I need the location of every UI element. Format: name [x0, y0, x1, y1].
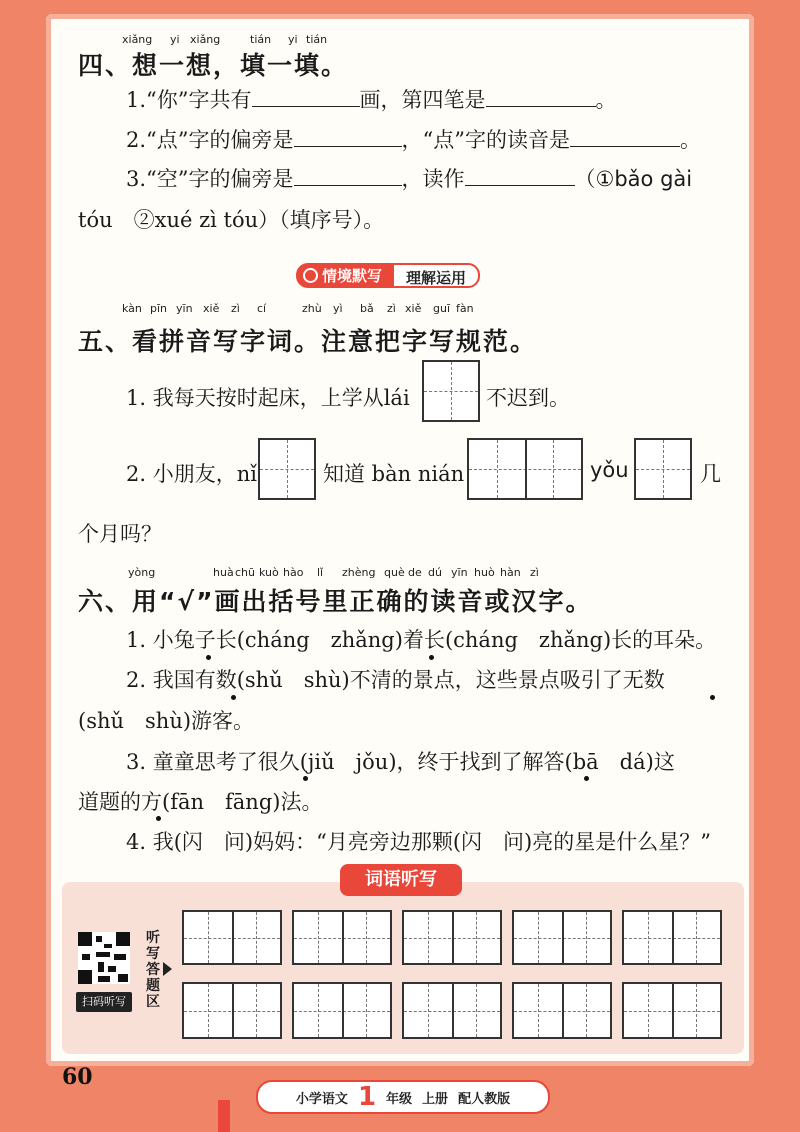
emphasis-dot	[231, 695, 236, 700]
emphasis-dot	[584, 776, 589, 781]
q4-3-text-b: ，读作	[401, 167, 465, 191]
q6-3-b: 道题的方(fān fāng)法。	[78, 790, 323, 814]
pinyin-zi2: zì	[387, 302, 396, 315]
page-number: 60	[62, 1064, 93, 1090]
q5-2-text-c: yǒu	[590, 458, 629, 482]
q4-2-text-c: 。	[680, 128, 701, 152]
pinyin-gui: guī	[433, 302, 451, 315]
book-footer	[256, 1080, 550, 1114]
dictation-box[interactable]	[622, 982, 722, 1039]
emphasis-dot	[206, 655, 211, 660]
q4-3	[126, 163, 692, 193]
pinyin-yi2: yi	[288, 33, 298, 46]
emphasis-dot	[710, 695, 715, 700]
dictation-box[interactable]	[402, 910, 502, 965]
pinyin-huo: huò	[474, 566, 495, 579]
q5-2-text-b: 知道 bàn nián	[323, 462, 465, 486]
dictation-box[interactable]	[512, 982, 612, 1039]
dictation-title: 词语听写	[340, 864, 462, 896]
pinyin-xiang1: xiǎng	[122, 33, 153, 46]
pinyin-pin: pīn	[150, 302, 168, 315]
q5-2-text-a: 2. 小朋友，nǐ	[126, 462, 257, 486]
pinyin-yi1: yi	[170, 33, 180, 46]
pinyin-yin: yīn	[176, 302, 193, 315]
q4-2-blank-pronunciation[interactable]	[570, 128, 680, 147]
dictation-box[interactable]	[512, 910, 612, 965]
q4-2-text-a: 2.“点”字的偏旁是	[126, 128, 294, 152]
banner-right: 理解运用	[392, 263, 480, 288]
pinyin-chu: chū	[235, 566, 255, 579]
q4-3-text-c: （①bǎo gài	[574, 167, 693, 191]
medal-icon	[303, 268, 318, 283]
q5-2-writing-box-bannian[interactable]	[467, 438, 583, 500]
pinyin-de: de	[408, 566, 422, 579]
q4-3-text-a: 3.“空”字的偏旁是	[126, 167, 294, 191]
dictation-box[interactable]	[182, 910, 282, 965]
pinyin-du: dú	[428, 566, 442, 579]
q6-1: 1. 小兔子长(cháng zhǎng)着长(cháng zhǎng)长的耳朵。	[126, 628, 717, 652]
pinyin-que: què	[384, 566, 405, 579]
q5-1-text-a: 1. 我每天按时起床，上学从lái	[126, 386, 410, 410]
emphasis-dot	[303, 776, 308, 781]
pinyin-fan: fàn	[456, 302, 474, 315]
pinyin-xie: xiě	[203, 302, 220, 315]
q5-2-text-d: 几	[700, 462, 721, 486]
dictation-box[interactable]	[402, 982, 502, 1039]
q4-2	[126, 124, 701, 154]
q5-1-text-b: 不迟到。	[486, 386, 570, 410]
arrow-right-icon	[163, 962, 172, 976]
section4-title: 四、想一想，填一填。	[78, 51, 349, 80]
pinyin-hao: hào	[283, 566, 304, 579]
pinyin-zheng: zhèng	[342, 566, 376, 579]
answer-area-char: 区	[146, 994, 160, 1010]
q5-2-writing-box-ni[interactable]	[258, 438, 316, 500]
q6-2-a: 2. 我国有数(shǔ shù)不清的景点，这些景点吸引了无数	[126, 668, 665, 692]
pinyin-hua: huà	[213, 566, 234, 579]
pinyin-li: lǐ	[317, 566, 324, 579]
pinyin-yin2: yīn	[451, 566, 468, 579]
pinyin-xiang2: xiǎng	[190, 33, 221, 46]
footer-grade-number: 1	[357, 1082, 377, 1112]
pinyin-ci: cí	[257, 302, 267, 315]
pinyin-tian2: tián	[306, 33, 328, 46]
q4-1-text-a: 1.“你”字共有	[126, 88, 252, 112]
q4-2-blank-radical[interactable]	[294, 128, 402, 147]
q6-4: 4. 我(闪 问)妈妈：“月亮旁边那颗(闪 问)亮的星是什么星？”	[126, 830, 711, 854]
footer-volume: 上册	[422, 1091, 449, 1107]
answer-area-label	[143, 930, 163, 1010]
answer-area-char: 题	[146, 978, 160, 994]
pinyin-zi3: zì	[530, 566, 539, 579]
pinyin-zi: zì	[231, 302, 240, 315]
qr-code-icon	[78, 932, 130, 984]
answer-area-char: 听	[146, 930, 160, 946]
answer-area-char: 答	[146, 962, 160, 978]
answer-area-char: 写	[146, 946, 160, 962]
section5-title: 五、看拼音写字词。注意把字写规范。	[78, 327, 538, 356]
pinyin-tian1: tián	[250, 33, 272, 46]
section6-title: 六、用“√”画出括号里正确的读音或汉字。	[78, 587, 593, 616]
dictation-box[interactable]	[292, 910, 392, 965]
dictation-box[interactable]	[292, 982, 392, 1039]
q4-1-text-c: 。	[595, 88, 617, 112]
banner-left	[296, 263, 392, 288]
q5-1-writing-box[interactable]	[422, 360, 480, 422]
banner-left-label: 情境默写	[322, 267, 383, 285]
q4-3-cont: tóu ②xué zì tóu）（填序号）。	[78, 208, 385, 232]
q4-1-blank-strokes[interactable]	[252, 88, 360, 107]
footer-subject: 小学语文	[295, 1091, 348, 1107]
q5-2-writing-box-you[interactable]	[634, 438, 692, 500]
qr-label: 扫码听写	[76, 992, 132, 1012]
q4-1	[126, 84, 617, 114]
q4-2-text-b: ，“点”字的读音是	[401, 128, 570, 152]
footer-edition: 配人教版	[458, 1091, 511, 1107]
pinyin-han: hàn	[500, 566, 521, 579]
q6-2-b: (shǔ shù)游客。	[78, 709, 255, 733]
q4-1-text-b: 画，第四笔是	[359, 88, 486, 112]
dictation-box[interactable]	[622, 910, 722, 965]
spine-mark	[218, 1100, 230, 1132]
pinyin-xie2: xiě	[405, 302, 422, 315]
section-banner	[296, 263, 480, 288]
q4-3-blank-reading[interactable]	[465, 167, 575, 186]
dictation-box[interactable]	[182, 982, 282, 1039]
footer-grade: 年级	[386, 1091, 413, 1107]
pinyin-ba: bǎ	[360, 302, 374, 315]
pinyin-kan: kàn	[122, 302, 142, 315]
emphasis-dot	[156, 816, 161, 821]
emphasis-dot	[429, 655, 434, 660]
pinyin-kuo: kuò	[259, 566, 279, 579]
q4-1-blank-fourth-stroke[interactable]	[486, 88, 596, 107]
q5-2-text-e: 个月吗？	[78, 522, 162, 546]
q6-3-a: 3. 童童思考了很久(jiǔ jǒu)，终于找到了解答(bā dá)这	[126, 750, 675, 774]
pinyin-yong: yòng	[128, 566, 156, 579]
q4-3-blank-radical[interactable]	[294, 167, 402, 186]
pinyin-zhu: zhù	[302, 302, 322, 315]
pinyin-yi3: yì	[333, 302, 343, 315]
